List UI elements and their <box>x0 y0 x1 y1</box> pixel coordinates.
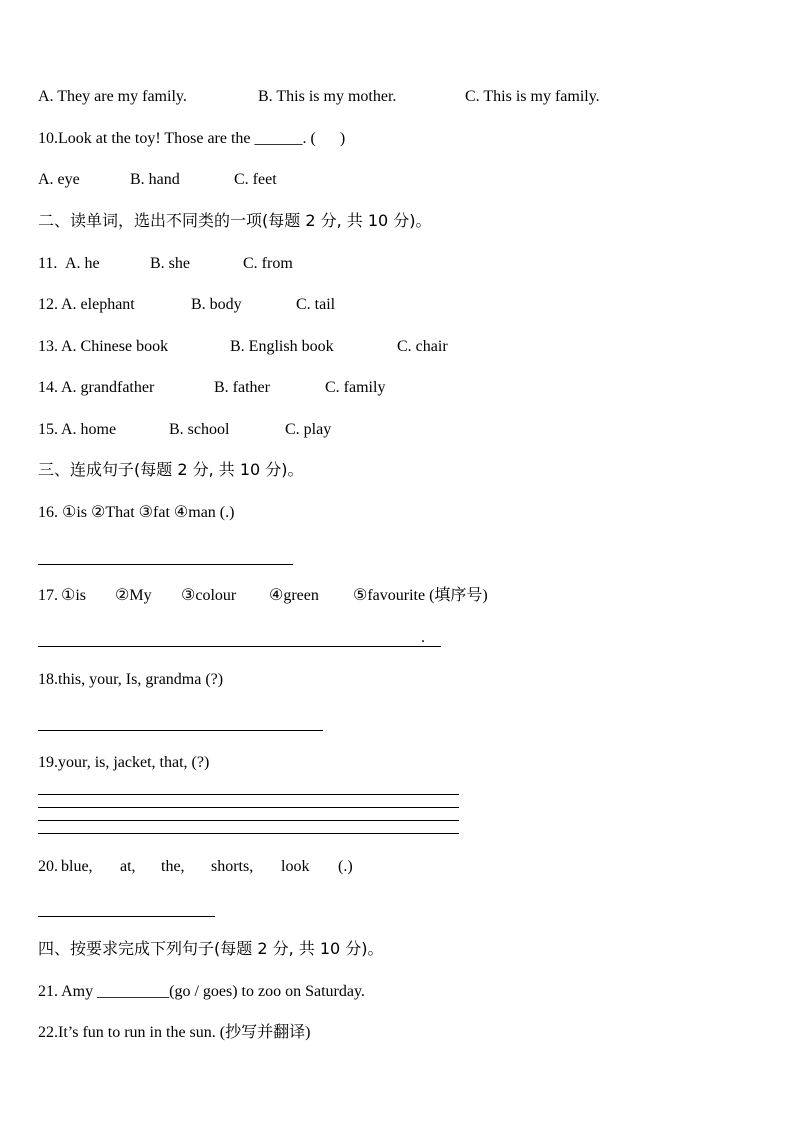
q19-answer-line <box>38 833 459 834</box>
q19-prompt: 19.your, is, jacket, that, (?) <box>38 754 210 771</box>
q20-number: 20. <box>38 858 58 875</box>
q11-option-c: C. from <box>243 255 293 272</box>
q11-option-a: A. he <box>65 255 100 272</box>
q17-part-1: ①is <box>61 587 87 604</box>
q20-part-1: blue, <box>61 858 93 875</box>
q11-number: 11. <box>38 255 62 272</box>
q20-part-5: look <box>281 858 310 875</box>
q20-answer-line <box>38 916 215 917</box>
q19-answer-line <box>38 794 459 795</box>
q17-answer-line <box>38 646 441 647</box>
q17-part-4: ④green <box>269 587 319 604</box>
q10-option-a: A. eye <box>38 171 80 188</box>
q20-part-4: shorts, <box>211 858 254 875</box>
q15-number: 15. <box>38 421 58 438</box>
q12-option-c: C. tail <box>296 296 336 313</box>
q9-option-b: B. This is my mother. <box>258 88 397 105</box>
q13-option-b: B. English book <box>230 338 334 355</box>
q13-option-a: A. Chinese book <box>61 338 169 355</box>
q13-number: 13. <box>38 338 58 355</box>
q15-option-a: A. home <box>61 421 117 438</box>
q11-option-b: B. she <box>150 255 190 272</box>
q12-number: 12. <box>38 296 58 313</box>
section4-heading: 四、按要求完成下列句子(每题 2 分, 共 10 分)。 <box>38 939 384 958</box>
q20-part-2: at, <box>120 858 136 875</box>
q15-option-b: B. school <box>169 421 230 438</box>
q12-option-b: B. body <box>191 296 242 313</box>
q14-option-b: B. father <box>214 379 270 396</box>
q17-number: 17. <box>38 587 58 604</box>
q9-option-a: A. They are my family. <box>38 88 187 105</box>
q10-option-c: C. feet <box>234 171 277 188</box>
q14-number: 14. <box>38 379 58 396</box>
q15-option-c: C. play <box>285 421 332 438</box>
q19-answer-line <box>38 807 459 808</box>
section2-heading: 二、读单词，选出不同类的一项(每题 2 分, 共 10 分)。 <box>38 211 432 230</box>
q21-prompt: 21. Amy _________(go / goes) to zoo on Saturday. <box>38 983 365 1000</box>
q13-option-c: C. chair <box>397 338 448 355</box>
q14-option-c: C. family <box>325 379 386 396</box>
q20-part-6: (.) <box>338 858 353 875</box>
q16-answer-line <box>38 564 293 565</box>
q22-prompt: 22.It’s fun to run in the sun. (抄写并翻译) <box>38 1024 311 1041</box>
q17-part-5: ⑤favourite (填序号) <box>353 587 488 604</box>
q17-period: . <box>421 629 425 646</box>
q18-answer-line <box>38 730 323 731</box>
q17-part-3: ③colour <box>181 587 237 604</box>
q20-part-3: the, <box>161 858 185 875</box>
q10-stem: 10.Look at the toy! Those are the ______. ( ) <box>38 130 346 147</box>
q10-option-b: B. hand <box>130 171 180 188</box>
q9-option-c: C. This is my family. <box>465 88 600 105</box>
section3-heading: 三、连成句子(每题 2 分, 共 10 分)。 <box>38 460 304 479</box>
q18-prompt: 18.this, your, Is, grandma (?) <box>38 671 224 688</box>
q14-option-a: A. grandfather <box>61 379 155 396</box>
q19-answer-line <box>38 820 459 821</box>
q16-prompt: 16. ①is ②That ③fat ④man (.) <box>38 504 235 521</box>
q12-option-a: A. elephant <box>61 296 135 313</box>
q17-part-2: ②My <box>115 587 152 604</box>
